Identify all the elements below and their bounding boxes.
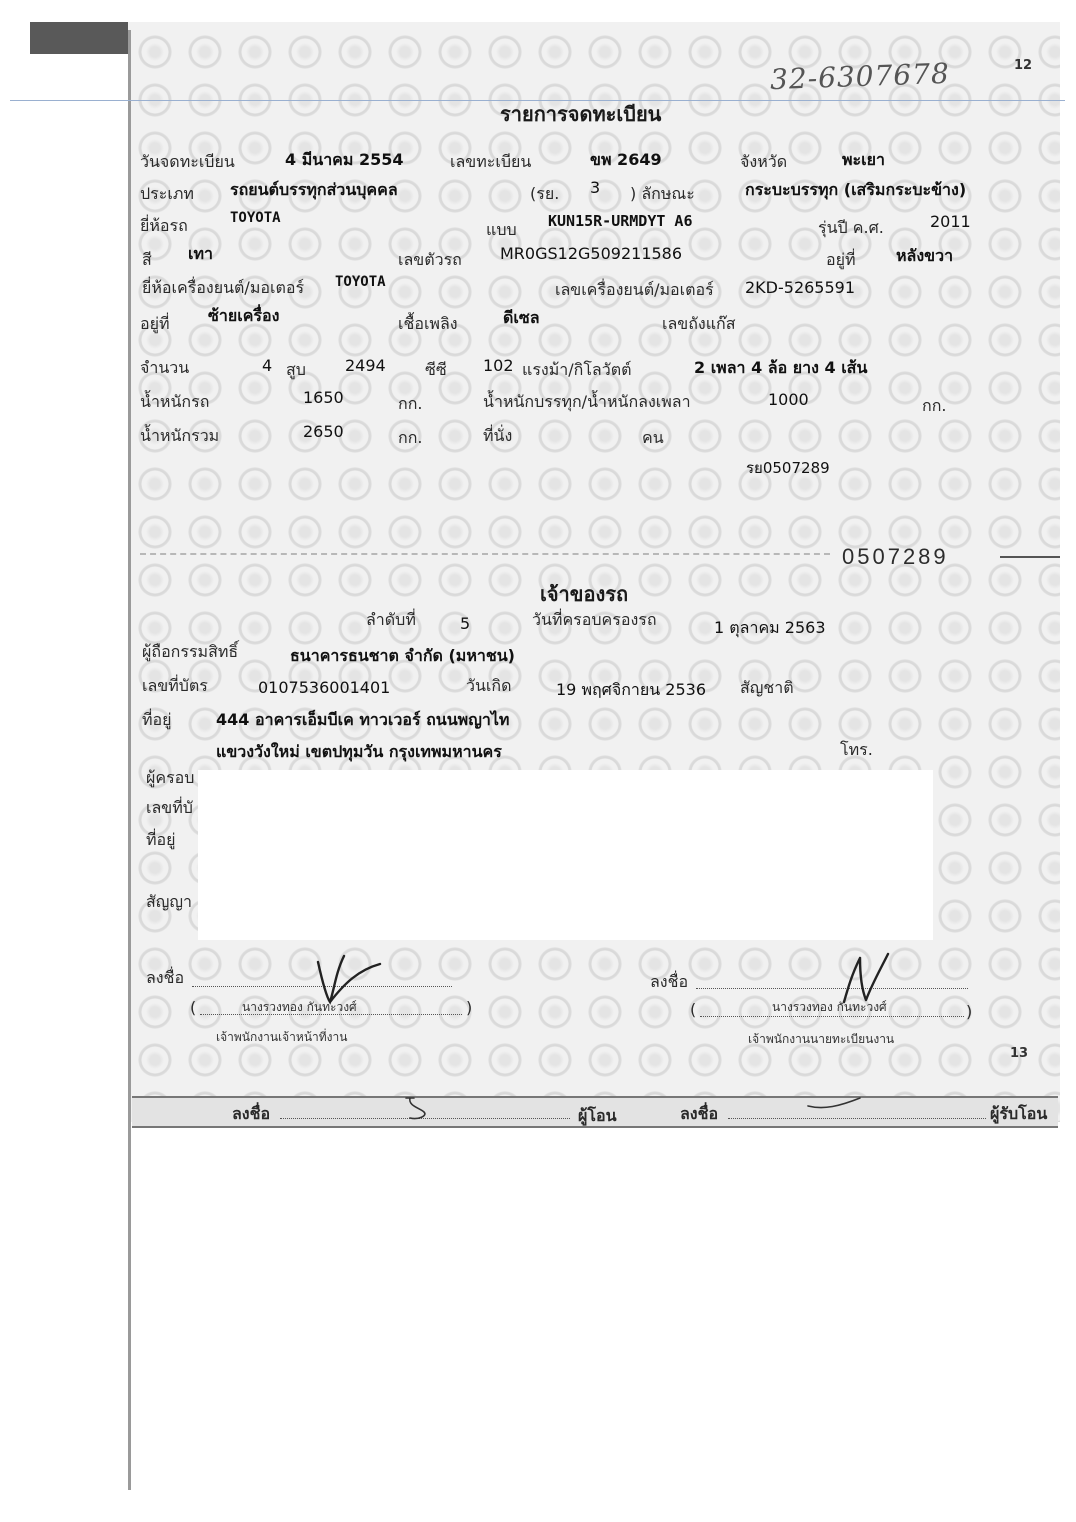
owner-title: เจ้าของรถ [540, 582, 629, 606]
seats-label: ที่นั่ง [483, 426, 513, 445]
transferor-label: ผู้โอน [578, 1106, 617, 1125]
name-line-right [700, 1016, 964, 1017]
possession-date: 1 ตุลาคม 2563 [714, 618, 826, 637]
possession-date-label: วันที่ครอบครองรถ [532, 610, 657, 629]
cylinder-unit: สูบ [286, 360, 306, 379]
registration-title: รายการจดทะเบียน [500, 102, 662, 126]
paren-close-left: ) [466, 998, 473, 1017]
gross-weight: 2650 [303, 422, 344, 441]
model: KUN15R-URMDYT A6 [548, 212, 693, 230]
province-label: จังหวัด [740, 152, 788, 171]
page-number-top: 12 [1014, 58, 1033, 73]
weight: 1650 [303, 388, 344, 407]
vehicle-type: รถยนต์บรรทุกส่วนบุคคล [230, 180, 398, 199]
scan-edge-strip [30, 22, 128, 54]
chassis-location: หลังขวา [896, 246, 954, 265]
sign-label-right: ลงชื่อ [650, 972, 689, 991]
holder-name: ธนาคารธนชาต จำกัด (มหาชน) [290, 646, 515, 665]
axles-wheels: 2 เพลา 4 ล้อ ยาง 4 เส้น [694, 358, 868, 377]
holder-label: ผู้ถือกรรมสิทธิ์ [142, 642, 239, 661]
engine-location-label: อยู่ที่ [140, 314, 170, 333]
brand: TOYOTA [230, 210, 281, 226]
model-year-label: รุ่นปี ค.ศ. [818, 218, 884, 237]
engine-location: ซ้ายเครื่อง [208, 306, 280, 325]
displacement-unit: ซีซี [425, 360, 447, 379]
address-line-1: 444 อาคารเอ็มบีเค ทาวเวอร์ ถนนพญาไท [216, 710, 510, 729]
sign-label-left: ลงชื่อ [146, 968, 185, 987]
weight-label: น้ำหนักรถ [140, 392, 210, 411]
chassis-location-label: อยู่ที่ [826, 250, 856, 269]
id-label: เลขที่บัตร [142, 676, 208, 695]
color-label: สี [142, 250, 152, 269]
birth-label: วันเกิด [466, 676, 512, 695]
horsepower: 102 [483, 356, 514, 375]
id-number: 0107536001401 [258, 678, 391, 697]
ry-prefix: (รย. [530, 184, 560, 203]
transferee-label: ผู้รับโอน [990, 1104, 1048, 1123]
order-label: ลำดับที่ [366, 610, 416, 629]
engine-number: 2KD-5265591 [745, 278, 856, 297]
gas-tank-label: เลขถังแก๊ส [662, 314, 736, 333]
body-style: กระบะบรรทุก (เสริมกระบะข้าง) [745, 180, 967, 199]
engine-brand: TOYOTA [335, 274, 386, 290]
gross-weight-label: น้ำหนักรวม [140, 426, 220, 445]
name-line-left [200, 1014, 462, 1015]
model-year: 2011 [930, 212, 971, 231]
document-code: รย0507289 [746, 459, 830, 477]
gross-weight-unit: กก. [398, 428, 423, 447]
color: เทา [188, 244, 213, 263]
paren-open-left: ( [190, 998, 197, 1017]
nationality-label: สัญชาติ [740, 678, 794, 697]
type-label: ประเภท [140, 184, 194, 203]
transferor-signature [400, 1094, 440, 1124]
brand-label: ยี่ห้อรถ [140, 216, 188, 235]
body-style-label: ) ลักษณะ [630, 184, 695, 203]
plate-label: เลขทะเบียน [450, 152, 532, 171]
serial-stamp: 0507289 [842, 544, 949, 569]
seats-unit: คน [642, 428, 664, 447]
page-number-bottom: 13 [1010, 1046, 1029, 1061]
fuel-label: เชื้อเพลิง [398, 314, 458, 333]
contract-label: สัญญา [146, 892, 193, 911]
horsepower-unit: แรงม้า/กิโลวัตต์ [522, 360, 632, 379]
model-label: แบบ [486, 220, 517, 239]
birth-date: 19 พฤศจิกายน 2536 [556, 680, 706, 699]
engine-brand-label: ยี่ห้อเครื่องยนต์/มอเตอร์ [142, 278, 305, 297]
paren-close-right: ) [966, 1002, 973, 1021]
ry-value: 3 [590, 178, 601, 197]
possessor-address-label: ที่อยู่ [146, 830, 176, 849]
transfer-sign-label-2: ลงชื่อ [680, 1104, 719, 1123]
order-number: 5 [460, 614, 471, 633]
transfer-sign-label-1: ลงชื่อ [232, 1104, 271, 1123]
count-label: จำนวน [140, 358, 190, 377]
officer-name-right: นางรวงทอง กันทะวงศ์ [772, 1000, 887, 1014]
reg-date: 4 มีนาคม 2554 [285, 150, 404, 169]
paren-open-right: ( [690, 1000, 697, 1019]
cylinders: 4 [262, 356, 273, 375]
address-line-2: แขวงวังใหม่ เขตปทุมวัน กรุงเทพมหานคร [216, 742, 502, 761]
reg-date-label: วันจดทะเบียน [140, 152, 235, 171]
transferee-sign-line [728, 1118, 986, 1119]
address-label: ที่อยู่ [142, 710, 172, 729]
province: พะเยา [842, 150, 885, 169]
load: 1000 [768, 390, 809, 409]
fuel: ดีเซล [503, 308, 540, 327]
weight-unit: กก. [398, 394, 423, 413]
chassis-number: MR0GS12G509211586 [500, 244, 683, 263]
officer-title-right: เจ้าพนักงานนายทะเบียนงาน [748, 1032, 895, 1046]
officer-title-left: เจ้าพนักงานเจ้าหน้าที่งาน [216, 1030, 348, 1044]
load-label: น้ำหนักบรรทุก/น้ำหนักลงเพลา [483, 392, 691, 411]
possessor-label: ผู้ครอบ [146, 768, 195, 787]
phone-label: โทร. [840, 740, 873, 759]
plate-number: ขพ 2649 [590, 150, 662, 169]
possessor-id-label: เลขที่บั [146, 798, 193, 817]
serial-stamp-dash [1000, 556, 1060, 558]
displacement: 2494 [345, 356, 386, 375]
handwritten-reference: 32-6307678 [769, 56, 951, 97]
engine-number-label: เลขเครื่องยนต์/มอเตอร์ [555, 280, 714, 299]
transferee-signature [804, 1094, 864, 1114]
load-unit: กก. [922, 396, 947, 415]
separator-dashes [140, 553, 830, 555]
blank-section [198, 770, 933, 940]
binding-edge-line [128, 30, 131, 1490]
chassis-label: เลขตัวรถ [398, 250, 462, 269]
officer-name-left: นางรวงทอง กันทะวงศ์ [242, 1000, 357, 1014]
